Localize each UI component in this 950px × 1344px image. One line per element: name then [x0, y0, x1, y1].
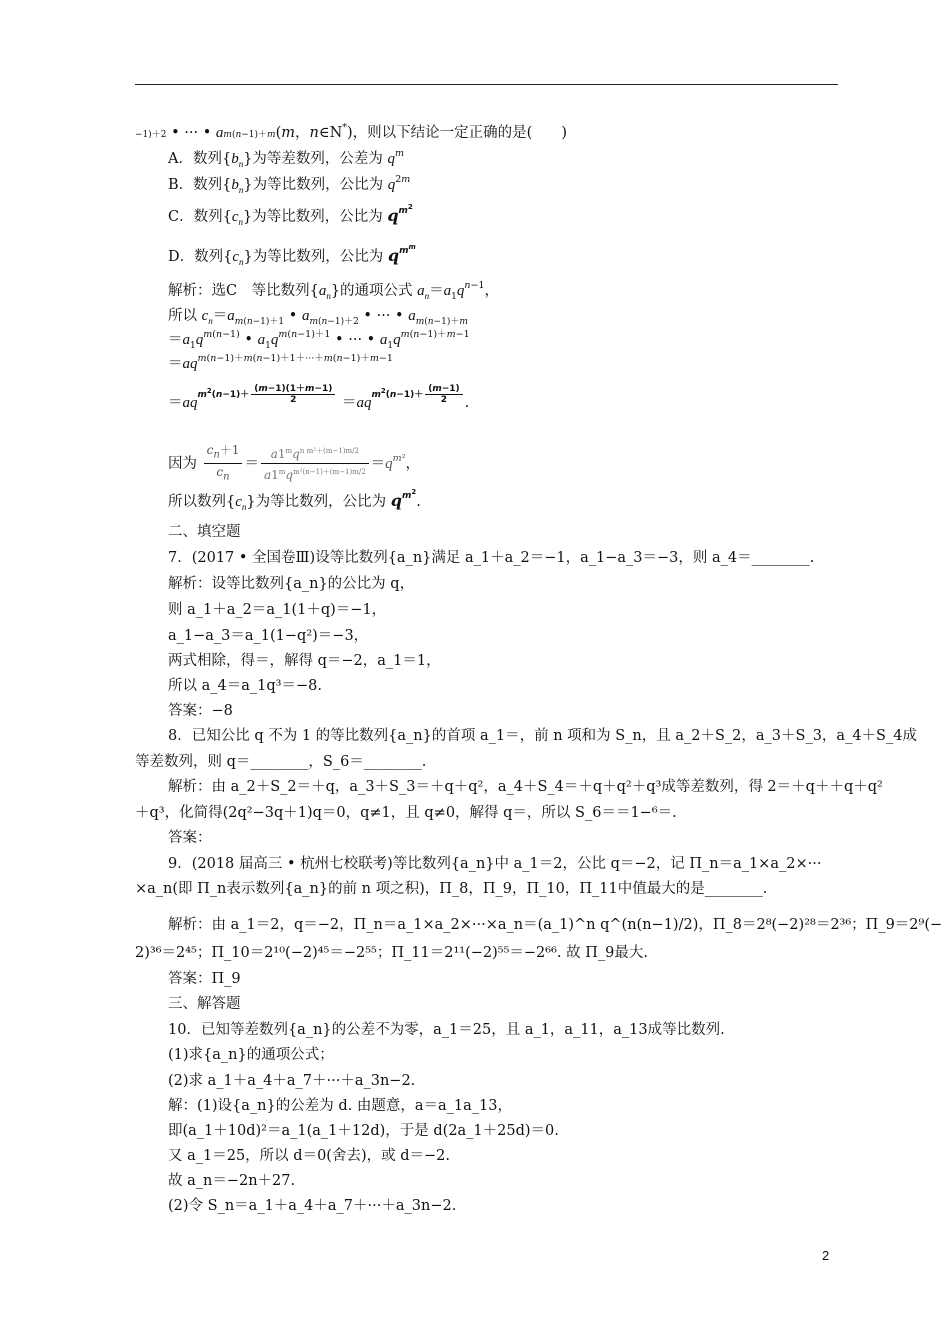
- solution-line: 所以数列$\{c_n\}$为等比数列，公比为 $q^{m^2}$.: [168, 488, 421, 512]
- solution-line: a_1−a_3＝a_1(1−q²)＝−3，: [168, 628, 369, 644]
- option-b: B．数列$\{b_n\}$为等比数列，公比为 $q^{2m}$: [168, 174, 411, 195]
- section-heading: 三、解答题: [168, 996, 241, 1012]
- solution-line: 2)³⁶＝2⁴⁵；Π_10＝2¹⁰(−2)⁴⁵＝−2⁵⁵；Π_11＝2¹¹(−2)⁵⁵＝−2⁶⁶. 故 Π_9最大.: [135, 945, 648, 961]
- solution-line: (2)令 S_n＝a_1＋a_4＋a_7＋···＋a_3n−2.: [168, 1198, 457, 1214]
- solution-line: 解析：设等比数列{a_n}的公比为 q，: [168, 576, 415, 592]
- solution-line: 即(a_1＋10d)²＝a_1(a_1＋12d)，于是 d(2a_1＋25d)＝0.: [168, 1123, 559, 1139]
- page-number: 2: [822, 1248, 830, 1263]
- solution-line: 所以 a_4＝a_1q³＝−8.: [168, 678, 322, 694]
- solution-line: 因为 $\frac{c_n+1}{c_n}$ ＝ $\frac{a1^mq^{n m^2+(m-1)m/2}}{a1^mq^{m^2(n-1)+(m-1)m/2}}$ $=q^{m^2}$，: [168, 443, 420, 483]
- solution-line: $=aq^{m(n-1)+m(n-1)+1+\cdot\cdot\cdot+m(n-1)+m-1}$: [168, 353, 393, 372]
- solution-line: 解析：由 a_1＝2，q＝−2，Π_n＝a_1×a_2×···×a_n＝(a_1)^n q^(n(n−1)/2)，Π_8＝2⁸(−2)²⁸＝2³⁶；Π_9＝2⁹(−: [168, 917, 943, 933]
- solution-line: 故 a_n＝−2n＋27.: [168, 1173, 296, 1189]
- answer-line: 答案：−8: [168, 703, 233, 719]
- text-line: −1)＋2 • ··· • am(n−1)＋m(m，n∈N*)，则以下结论一定正确的是( ): [135, 122, 567, 141]
- question-10: 10．已知等差数列{a_n}的公差不为零，a_1＝25，且 a_1，a_11，a_13成等比数列.: [168, 1022, 725, 1038]
- answer-line: 答案：: [168, 830, 212, 846]
- option-a: A．数列$\{b_n\}$为等差数列，公差为 $q^m$: [168, 148, 405, 169]
- question-9: 9．(2018 届高三 • 杭州七校联考)等比数列{a_n}中 a_1＝2，公比 q＝−2，记 Π_n＝a_1×a_2×···: [168, 856, 822, 872]
- solution-line: 则 a_1＋a_2＝a_1(1＋q)＝−1，: [168, 602, 387, 618]
- solution-line: 所以 $c_n=a_{m(n-1)+1}$ • $a_{m(n-1)+2}$ • ··· • $a_{m(n-1)+m}$: [168, 308, 468, 327]
- question-7: 7．(2017 • 全国卷Ⅲ)设等比数列{a_n}满足 a_1＋a_2＝−1，a_1−a_3＝−3，则 a_4＝________.: [168, 550, 815, 566]
- solution-line: $=a_1q^{m(n-1)}$ • $a_1q^{m(n-1)+1}$ • ··· • $a_1q^{m(n-1)+m-1}$: [168, 329, 470, 351]
- option-c: C．数列$\{c_n\}$为等比数列，公比为 $q^{m^2}$: [168, 203, 413, 227]
- solution-line: 解析：选C 等比数列$\{a_n\}$的通项公式 $a_n=a_1q^{n-1}$，: [168, 280, 500, 302]
- option-d: D．数列$\{c_n\}$为等比数列，公比为 $q^{m^m}$: [168, 243, 416, 267]
- question-9-cont: ×a_n(即 Π_n表示数列{a_n}的前 n 项之积)，Π_8，Π_9，Π_10，Π_11中值最大的是________.: [135, 881, 768, 897]
- section-heading: 二、填空题: [168, 524, 241, 540]
- solution-line: ＋q³，化简得(2q²−3q＋1)q＝0，q≠1，且 q≠0，解得 q＝，所以 S_6＝＝1−⁶＝.: [135, 805, 677, 821]
- solution-line: $=aq^{m^2(n-1)+ \frac{(m-1)(1+m-1)}{2}}$ $=aq^{m^2(n-1)+ \frac{(m-1)}{2}}$ .: [168, 384, 470, 411]
- question-8: 8．已知公比 q 不为 1 的等比数列{a_n}的首项 a_1＝，前 n 项和为 S_n，且 a_2＋S_2，a_3＋S_3，a_4＋S_4成: [168, 728, 917, 744]
- solution-line: 两式相除，得＝，解得 q＝−2，a_1＝1，: [168, 653, 441, 669]
- solution-line: 解：(1)设{a_n}的公差为 d. 由题意，a＝a_1a_13，: [168, 1098, 512, 1114]
- question-10-part1: (1)求{a_n}的通项公式；: [168, 1047, 334, 1063]
- question-10-part2: (2)求 a_1＋a_4＋a_7＋···＋a_3n−2.: [168, 1073, 416, 1089]
- header-rule: [135, 84, 838, 85]
- question-8-cont: 等差数列，则 q＝________，S_6＝________.: [135, 754, 427, 770]
- solution-line: 解析：由 a_2＋S_2＝＋q，a_3＋S_3＝＋q＋q²，a_4＋S_4＝＋q＋q²＋q³成等差数列，得 2＝＋q＋＋q＋q²: [168, 779, 883, 795]
- answer-line: 答案：Π_9: [168, 971, 241, 987]
- solution-line: 又 a_1＝25，所以 d＝0(舍去)，或 d＝−2.: [168, 1148, 450, 1164]
